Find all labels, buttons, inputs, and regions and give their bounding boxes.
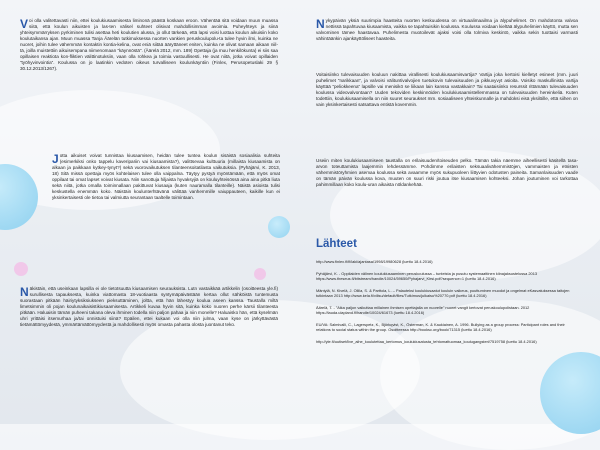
reference-item: Mäntylä, N. Kivelä, J. Ollila, S. & Parttola, L. – Palauteksi koulukiusaatut kouluin vaikeus, puuttuminen muodot ja ongelmat eKasvatuksessa taitojen tutkintaan 2013 http://www.kela.fi/vilisu/default/files/Tutkimus/julkaisu%20770.pdf (luettu 18.4.2016) bbox=[316, 287, 570, 298]
paragraph-guard bbox=[316, 72, 578, 108]
paragraph-text: oi olla valitettavasti niin, ettei koulukiusaamisesta liminonä päästä koskaan eroon. Vähentää sitä voidaan muun muassa siitä, että koulun aikuisten ja las-ten välisel suhteet olisivat mahdollisimman avoimia. Puheyhteys ja siinä yhteisymmärryksen pyrkiminen tulisi asettaa heti koulutien alussa, jo ollut tärkeää, että lapsi voisi luottaa koulun aikuisiin koko koulutaikansa ajan. Muun muassa Tanja Äärelän tutkimuksessa nuorten vankien peruskoulupolu-ta tulee hyvin ilmi, kuinka ne nuoret, joihin tulee vähemmän kontaktin kontia-kelina, ovat eniä siitää ääryttäneet eniten, kuinka ne olivat samaan aikaan niil-tä, joilla muistettiin aikuisempana niimenomaan ”käynnöstä”. (Äärelä 2012, mm. 189) Opettaja (ja muu henkilökunta) ei siis saa opillaisen reaktiota kon-fliktien välittinotuksiin, vaan olla rohkea ja toimia vastuullisesti. He ovat niitä, jotka voivat opillaiden ”työhyvinvointia”. Koulussa on jo laatinkin vedoten oikeus turvalliseen koulunkäyntiin (Finlex, Perusopetuslaki 29 § 30.12.2013/1267). bbox=[20, 18, 278, 72]
reference-item: http://yle.fi/uutiset/live_aihe_koulutettaa_kertomus_koulukiusatusta_tehtomattuomaa_koulugangsteri/7519758 (luettu 18.4.2016) bbox=[316, 338, 537, 344]
reference-item: http://www.finlex.fi/fi/laki/ajantasa/1998/19980628 (luettu 18.4.2016) bbox=[316, 259, 433, 264]
paragraph-intro bbox=[20, 18, 278, 72]
references-heading: Lähteet bbox=[316, 238, 357, 250]
drop-cap: V bbox=[20, 16, 29, 31]
bubble-decoration bbox=[14, 262, 28, 276]
paragraph-equality bbox=[316, 158, 578, 188]
paragraph-text: otta aikuiset voivat tunnistaa kiusaamisen, heidän tulee tuntea koulun sisäistä sosiaalisia suhteita (esimerkiksi onko tappelu kaveripariin vai kiusaamista?), valittsevaa kulttuuria (millaista kiusaamista on alkaan ja paikkaan kytkey-tynyt?) sekä vuorovaikutuksen tilanteensoitatilasta vaikutuksia. (Pyhäjärvi, K. 2013, 18) Sitä missä opettaja myös kohtelaisen tulee olla vaippalna. Täytyy pystyä myöntämään, että myös omat oppilaat tai omat lapset voivat kiusata. Niin sanottuja hiljaista hyvaksyjiä on kouluyhteisössä aina aina pitkä liuta sekä niitä, jotka omalla toiminnallaan pakittuvat kiusaaja (kuten nauramalla tilanteille). Näistä asioista tulisi keskustella enemmän koko. Näistäin koulunterhtävänä välittää vanhemmille vaiuppauteen, kaikille kun ei yksinkertaisesti ole tietoa tai valmiutta seurantaan taaltelle toimintaan. bbox=[52, 153, 280, 201]
reference-item: Pyhäjärvi, K. - Oppilaiden välinen koulukiusaaminen peruskoulussa – tunteista ja pusutu systemaattinen kiinajaksustelussa 2013 https://www.theseus.fi/bitstream/handle/10024/59650/Pyhajarvi_Kirsi.pdf?sequence=1 (luettu 18.4.2016) bbox=[316, 270, 538, 281]
paragraph-digital bbox=[316, 18, 578, 42]
paragraph-text: äkistäin, että useinkaan lapsilla ei ole tietotsuutta kiusaamisen seurauksista. Lutn vastaikkää artikkelin (osoitteesta yle.fi) surullisesta tapauksesta, kuinka viattomasta 18-vuotiaasta syntymäpäivästään kertaa ollut sähköistä tuntemusta suorastaan pitkään häiriytyksiksiukseen pieksuttäminen, joltta, että hän lähestyy koulua aseen kanssa. Taustalla miltä limetsimmin oli pojan koulunaikaisistikiusaamisesta. Artikkeli kuvaa hyvin sitä, kuinka koko nuoren perhe kärsii tilanteesta pitkään. Haluaisin tämän puheeni takana oleva ihminen todella niin paljon pahaa ja niin monelle? Haluaisko hän, että kyselmän uhri yrittäisi itsemurhaa ja/tai onnistuisi siinä? Epäilen, ettei kukaan voi olla niin julma, vaan kyse on järkyttävästä tietämättömyydestä, ymmärtämättömyydestä ja mahdollisesti myös omasta pahasta olosta juontanut teko. bbox=[20, 286, 278, 328]
drop-cap: J bbox=[52, 151, 59, 166]
drop-cap: N bbox=[20, 284, 29, 299]
paragraph-text: ykypäivän yksiä suurimpia haasteita nuorten keskuudessa on virtuaalimaailma ja älypuhelimet. On mahdotonta valvoa nettissä tapahtuvaa kiusaamista, vaikka se tapahtuisikin koulussa. Koulussa voidaan kieltää älypuhelimien käyttö, mutta sen valvominen tämee haastavaa. Puhelimesta muotoilevät ajaksi voisi olla tolmiva keskintö, vaikka sekin tuottaisi varmasti vähintäänkin ajankäyttöliseet haasteita. bbox=[316, 18, 578, 42]
reference-item: Äärelä, T. - "Aika paljon vaikuttaa millainen ihmisen opettajalla on nuorelle" nuoret vangit kertovat peruskoulupolistaan. 2012 https://lauda.ulapland.fi/handle/10024/61673 (luettu 18.4.2016) bbox=[316, 304, 530, 315]
bubble-decoration bbox=[268, 216, 290, 238]
bubble-decoration bbox=[254, 268, 266, 280]
drop-cap: N bbox=[316, 16, 325, 31]
paragraph-consequences bbox=[20, 286, 278, 328]
paragraph-text: Useiin miten koulukiusaamiseen taustalla on erilaisuuden/toiseuden pelko. Tämän takia näemme aiheellisesti käsitellä tasa-arvon toteuttamista laajemmin lehdessämme. Pohdimme erilaisten seksuaalivähemmistöjen, vammaisten ja etnisten vähemmistöryhmien asemaa koulussa sekä avaamme myös sukupuoleen liittyvien odotusten paineita. Samanlaisuuden vaade on tämän päivän koulussa kova, muuten on suuri riski joutua itse kiusaamisen kohteeksi. Johan joutuminen voi tarkottaa pahimmillaan koko koulu-uran aikaista nöldankehää. bbox=[316, 158, 578, 188]
reference-item: EU/VA: Salmivalli, C., Lagerspetz, K., Björkqvist, K., Österman, K. & Kaukiainen, A. 1996. Bullying as a group process: Participant roles and their relations to social status within the group. Osoitteessa http://booksc.org/book/71315 (luettu 18.4.2016) bbox=[316, 321, 565, 332]
paragraph-text: Voitaisiinko tulevaisuuden kouluun nakittaa virallisesti koulukiusaamisvartija? Vartija joka kertoisi kielletyt esineet (mm. juuri puhelimet ”narikkaan”, ja valvoisi välituntivalvojien tuetukovin tulevaisuuden ja pikkuvyvyt asioita. Voisiko maskullinista vartija käyttää ”peliokkeena” lapsille vai menisikö se liikaan lain kanssa vastakkain? Tai saataisiinko resurssit rittämään tulevaisuuden koulussa videovalvontaan? Uuden tekoviden keskinnöiden koulukiusaamistellemmassa on tulevaisuuden hereinkeliä. Kuten todettiin, koulukiusaamisella on niin suuret seuraukset mm. sosiaaliseen yhteiskunnalle ja mahdoksi eisä yksilöille, että siihen on vain yksinkertaisesti satsattava entistä kovemmin. bbox=[316, 72, 578, 108]
paragraph-recognize bbox=[52, 153, 280, 201]
references-list bbox=[316, 259, 578, 351]
